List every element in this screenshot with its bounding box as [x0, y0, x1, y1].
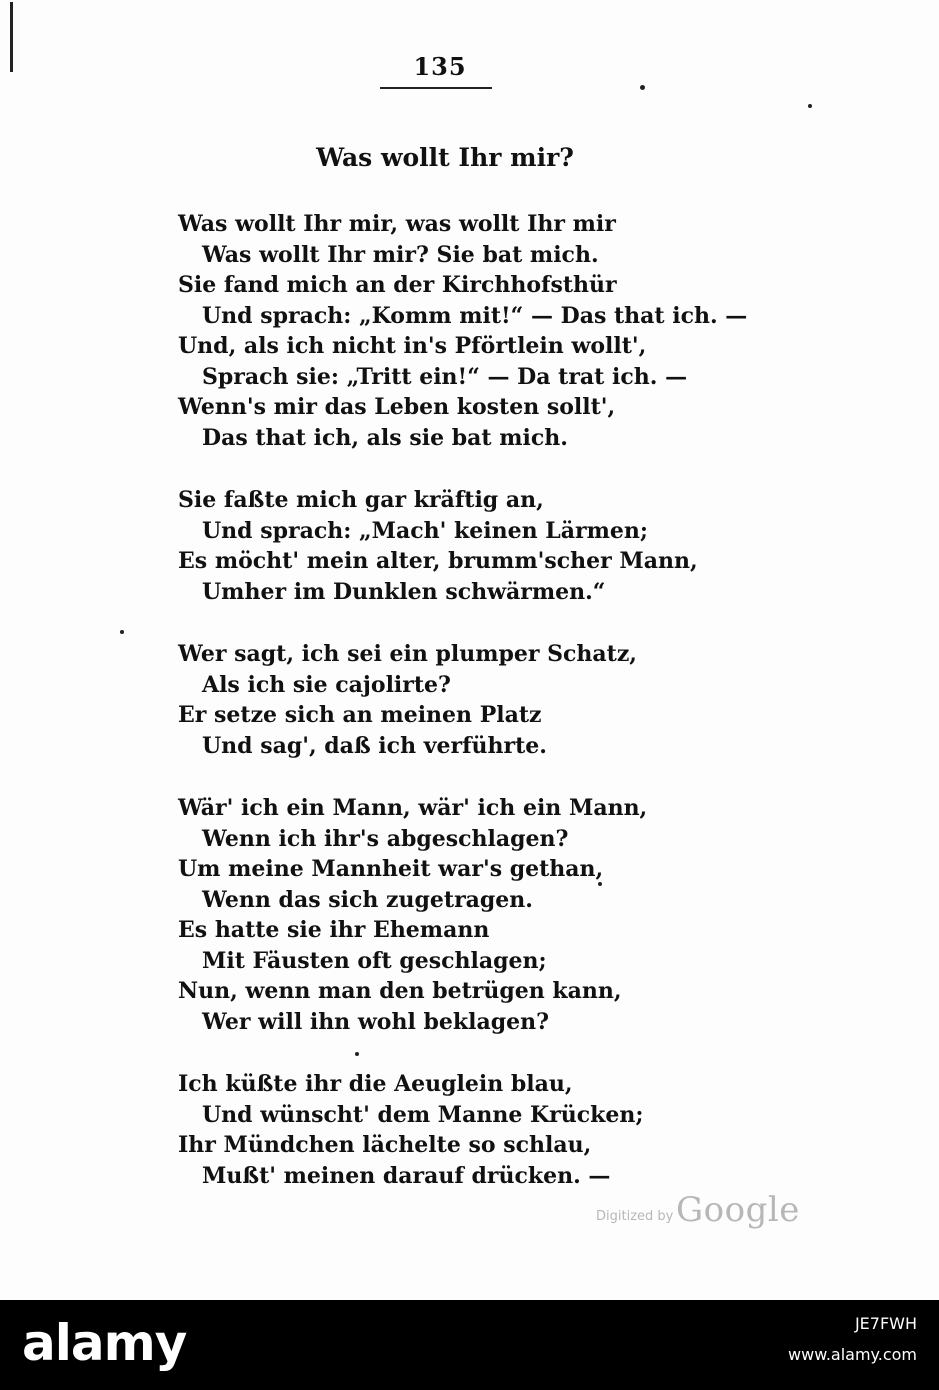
page-number-rule — [380, 87, 492, 89]
print-speck — [355, 1052, 359, 1056]
poem-line: Wenn das sich zugetragen. — [202, 886, 533, 913]
poem-line: Er setze sich an meinen Platz — [178, 702, 542, 728]
poem-line: Wenn's mir das Leben kosten sollt', — [178, 394, 616, 420]
poem-line: Sie faßte mich gar kräftig an, — [178, 487, 544, 513]
stanza — [178, 209, 748, 453]
poem-line: Umher im Dunklen schwärmen.“ — [202, 578, 606, 605]
stanza — [178, 1069, 718, 1191]
stanza — [178, 639, 718, 761]
stanza — [178, 485, 718, 607]
poem-line: Und sag', daß ich verführte. — [202, 732, 547, 759]
poem-line: Mußt' meinen darauf drücken. — — [202, 1162, 611, 1189]
poem-line: Und sprach: „Komm mit!“ — Das that ich. — — [202, 302, 748, 329]
poem-line: Es möcht' mein alter, brumm'scher Mann, — [178, 548, 698, 574]
poem-line: Nun, wenn man den betrügen kann, — [178, 978, 622, 1004]
poem-line: Ich küßte ihr die Aeuglein blau, — [178, 1071, 573, 1097]
poem-body — [178, 209, 748, 1191]
page-number: 135 — [413, 52, 467, 81]
poem-line: Wär' ich ein Mann, wär' ich ein Mann, — [178, 795, 648, 821]
watermark-prefix: Digitized by — [596, 1209, 674, 1224]
poem-title: Was wollt Ihr mir? — [316, 143, 574, 172]
print-speck — [808, 104, 812, 108]
poem-line: Wenn ich ihr's abgeschlagen? — [202, 825, 569, 852]
image-id: JE7FWH — [854, 1314, 917, 1333]
site-url: www.alamy.com — [788, 1345, 917, 1364]
poem-line: Was wollt Ihr mir? Sie bat mich. — [202, 241, 599, 268]
page-edge-mark — [10, 2, 13, 72]
poem-line: Und sprach: „Mach' keinen Lärmen; — [202, 517, 649, 544]
watermark-brand: Google — [676, 1190, 800, 1230]
poem-line: Sie fand mich an der Kirchhofsthür — [178, 272, 617, 298]
poem-line: Sprach sie: „Tritt ein!“ — Da trat ich. — — [202, 363, 688, 390]
digitized-watermark — [596, 1190, 800, 1230]
poem-line: Was wollt Ihr mir, was wollt Ihr mir — [178, 211, 616, 237]
print-speck — [120, 630, 124, 634]
poem-line: Wer sagt, ich sei ein plumper Schatz, — [178, 641, 637, 667]
alamy-logo: alamy — [22, 1314, 187, 1372]
poem-line: Es hatte sie ihr Ehemann — [178, 917, 490, 943]
poem-line: Und, als ich nicht in's Pförtlein wollt', — [178, 333, 647, 359]
poem-line: Ihr Mündchen lächelte so schlau, — [178, 1132, 592, 1158]
poem-line: Und wünscht' dem Manne Krücken; — [202, 1101, 644, 1128]
poem-line: Das that ich, als sie bat mich. — [202, 424, 568, 451]
stock-footer-bar — [0, 1300, 939, 1390]
poem-line: Um meine Mannheit war's gethan, — [178, 856, 604, 882]
print-speck — [640, 85, 645, 90]
stanza — [178, 793, 718, 1037]
poem-line: Mit Fäusten oft geschlagen; — [202, 947, 547, 974]
poem-line: Als ich sie cajolirte? — [202, 671, 451, 698]
poem-line: Wer will ihn wohl beklagen? — [202, 1008, 549, 1035]
print-speck — [598, 882, 602, 886]
